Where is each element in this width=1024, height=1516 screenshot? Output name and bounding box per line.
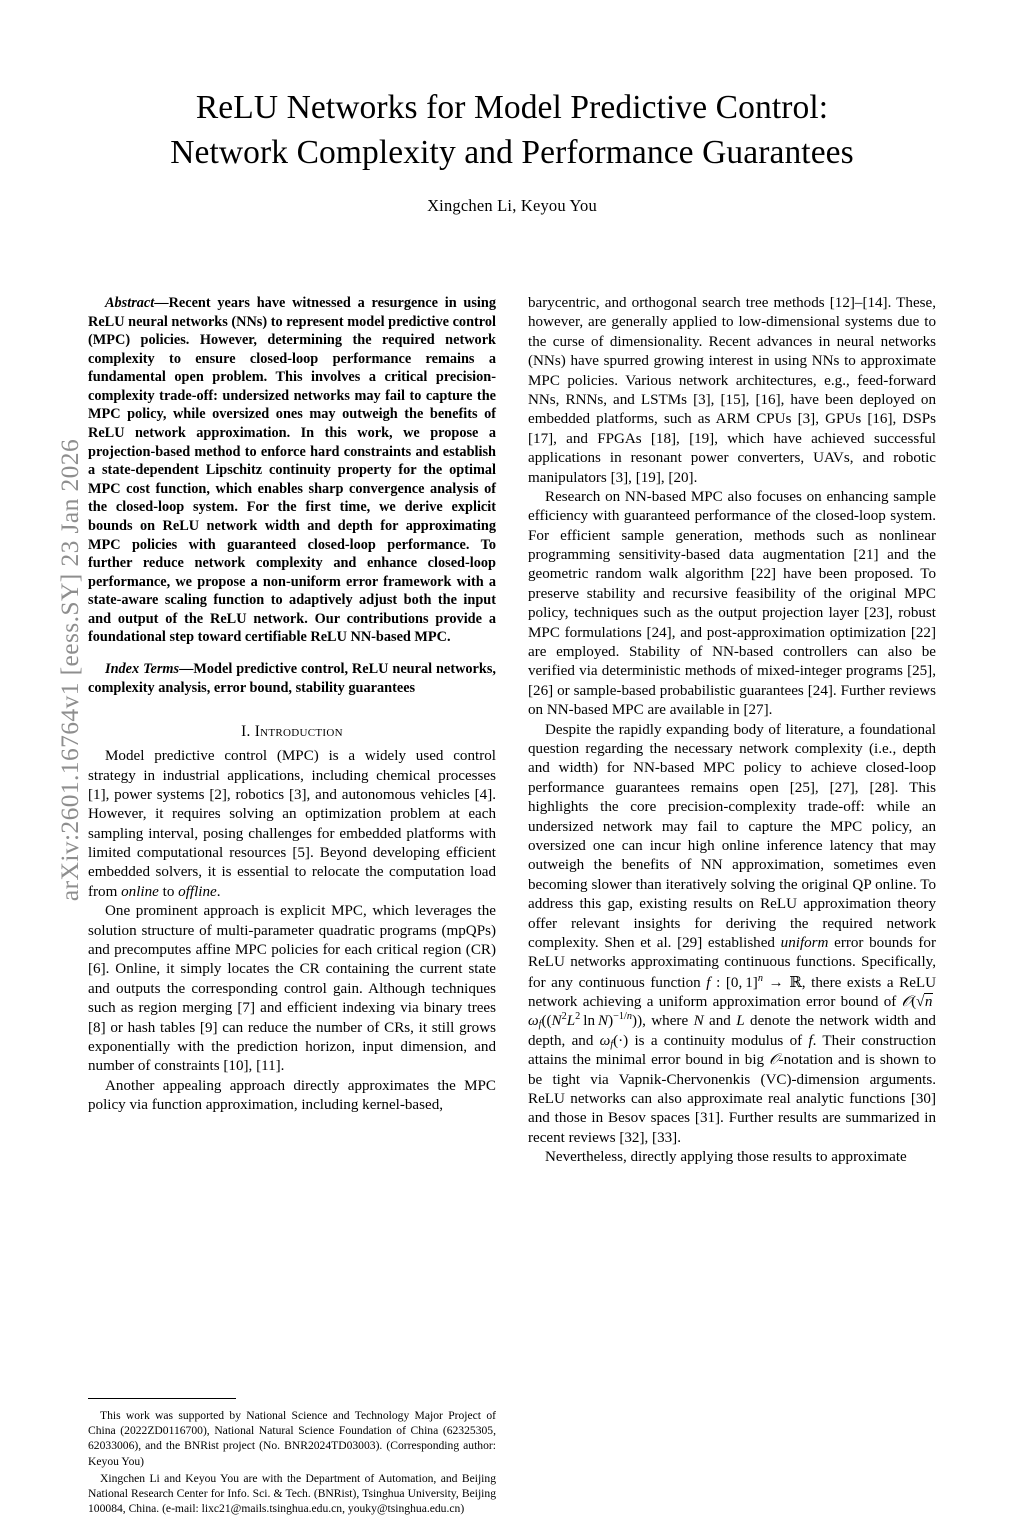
abstract-paragraph [88, 294, 496, 647]
intro-paragraph-3: Another appealing approach directly approximates the MPC policy via function approximation, including kernel-based, [88, 1077, 496, 1114]
right-p3-part-c: , there exists a ReLU network achieving a uniform approximation error bound of [528, 974, 937, 1011]
arxiv-stamp [0, 0, 84, 1325]
right-p3-part-i: -notation and is shown to be tight via Vapnik-Chervonenkis (VC)-dimension arguments. ReLU networks can also approximate real analytic functions [30] and those in Besov spaces [31]. Further results are summarized in recent reviews [32], [33]. [528, 1052, 936, 1146]
right-paragraph-4: Nevertheless, directly applying those results to approximate [545, 1149, 907, 1166]
math-symbol-f: f [808, 1032, 813, 1049]
intro-p1-offline: offline [178, 883, 217, 900]
author-list: Xingchen Li, Keyou You [427, 196, 597, 216]
right-p3-part-e: and [703, 1013, 737, 1030]
title-line-1: ReLU Networks for Model Predictive Control: [195, 89, 829, 126]
title-block [88, 0, 936, 216]
intro-p1-part-b: to [158, 883, 179, 900]
math-modulus-expr: $\omega_f(\cdot)$ [599, 1032, 629, 1051]
index-terms-dash: — [179, 660, 194, 677]
section-heading-introduction: I. Introduction [241, 723, 343, 741]
two-column-body [88, 294, 937, 1516]
footnote-funding: This work was supported by National Science and Technology Major Project of China (2022ZD0116700), National Natural Science Foundation of China (62325305, 62033006), and the BNRist project (No. BNR2024TD03003). (Corresponding author: Keyou You) [88, 1409, 496, 1468]
right-paragraph-1: barycentric, and orthogonal search tree methods [12]–[14]. These, however, are generally applied to low-dimensional systems due to the curse of dimensionality. Recent advances in neural networks (NNs) have spurred growing interest in using NNs to approximate MPC policies. Various network architectures, e.g., feed-forward NNs, RNNs, and LSTMs [3], [15], [16], have been deployed on embedded platforms, such as ARM CPUs [3], GPUs [16], DSPs [17], and FPGAs [18], [19], which have achieved successful applications in resonant power converters, UAVs, and robotic manipulators [3], [19], [20]. [528, 295, 936, 486]
right-p3-part-g: is a continuity modulus of [628, 1032, 809, 1049]
right-p3-part-f: denote the network width and depth, and [528, 1013, 936, 1049]
math-symbol-bigO: 𝒪 [769, 1052, 779, 1069]
left-column [88, 294, 496, 1516]
right-column [528, 294, 936, 1168]
right-p3-part-a: Despite the rapidly expanding body of literature, a foundational question regarding the necessary network complexity (i.e., depth and width) for NN-based MPC policy to achieve closed-loop performance guarantees remains open [25], [27], [28]. This highlights the core precision-complexity trade-off: while an undersized network may fail to capture the MPC policy, an oversized one can incur high online inference latency that may outweigh the benefits of NN approximation, sometimes even becoming slower than iteratively solving the original QP online. To address this gap, existing results on ReLU approximation theory offer relevant insights for deriving the required network complexity. Shen et al. [29] established [528, 721, 936, 951]
right-p3-part-b: error bounds for ReLU networks approximating continuous functions. Specifically, for any continuous function [528, 934, 936, 991]
math-symbol-N: N [693, 1013, 704, 1030]
abstract-dash: — [154, 295, 169, 311]
intro-paragraph-2: One prominent approach is explicit MPC, which leverages the solution structure of multi-parameter quadratic programs (mpQPs) and precomputes affine MPC policies for each critical region (CR) [6]. Online, it simply locates the CR containing the current state and outputs the corresponding control gain. Although techniques such as region merging [7] and efficient indexing via binary trees [8] or hash tables [9] can reduce the number of CRs, it still grows exponentially with the prediction horizon, input dimension, and number of constraints [10], [11]. [88, 903, 496, 1075]
intro-p1-part-a: Model predictive control (MPC) is a widely used control strategy in industrial applications, including chemical processes [1], power systems [2], robotics [3], and autonomous vehicles [4]. However, it requires solving an optimization problem at each sampling interval, posing challenges for embedded platforms with limited computational resources [5]. Beyond developing efficient embedded solvers, it is essential to relocate the computation load from [88, 748, 496, 900]
math-error-bound-expr: 𝒪(√n $\omega_f((N^2L^2$ ln N)$^{-1/n}$)) [528, 994, 933, 1031]
right-paragraph-3 [528, 721, 936, 1149]
math-symbol-L: L [736, 1013, 745, 1030]
abstract-text: Recent years have witnessed a resurgence in using ReLU neural networks (NNs) to represent model predictive control (MPC) policies. However, determining the required network complexity to ensure closed-loop performance remains a fundamental open problem. This involves a critical precision-complexity trade-off: undersized networks may fail to capture the MPC policy, while oversized ones may outweigh the benefits of ReLU network approximation. In this work, we propose a projection-based method to enforce hard constraints and establish a state-dependent Lipschitz continuity property for the optimal MPC cost function, which enables sharp convergence analysis of the closed-loop system. For the first time, we derive explicit bounds on ReLU network width and depth for approximating MPC policies with guaranteed closed-loop performance. To further reduce network complexity and enhance closed-loop performance, we propose a non-uniform error framework with a state-aware scaling function to adaptively adjust both the input and output of the ReLU network. Our contributions provide a foundational step toward certifiable ReLU NN-based MPC. [88, 295, 496, 646]
right-p3-part-h: . Their construction attains the minimal error bound in big [528, 1032, 937, 1069]
intro-paragraph-1 [88, 747, 496, 902]
index-terms-paragraph [88, 660, 496, 697]
footnote-separator-rule [88, 1398, 236, 1399]
right-p3-uniform: uniform [780, 934, 829, 951]
intro-p1-part-c: . [216, 883, 221, 900]
arxiv-stamp-text: arXiv:2601.16764v1 [eess.SY] 23 Jan 2026 [55, 438, 84, 902]
title-line-2: Network Complexity and Performance Guarantees [170, 133, 854, 171]
footnote-affiliation: Xingchen Li and Keyou You are with the Department of Automation, and Beijing National Research Center for Info. Sci. & Tech. (BNRist), Tsinghua University, Beijing 100084, China. (e-mail: lixc21@mails.tsinghua.edu.cn, youky@tsinghua.edu.cn) [88, 1471, 496, 1516]
math-domain-expr: f : [0, 1]$^n$ → ℝ [706, 972, 802, 991]
footnote-area [88, 1398, 496, 1516]
right-p3-part-d: , where [642, 1013, 694, 1030]
abstract-label: Abstract [105, 295, 155, 311]
page-title [88, 86, 936, 175]
index-terms-text: Model predictive control, ReLU neural networks, complexity analysis, error bound, stability guarantees [88, 660, 496, 696]
paper-page [88, 0, 937, 1516]
index-terms-label: Index Terms [105, 660, 180, 677]
right-paragraph-2: Research on NN-based MPC also focuses on enhancing sample efficiency with guaranteed performance of the closed-loop system. For efficient sample generation, methods such as nonlinear programming sensitivity-based data augmentation [21] and the geometric random walk algorithm [22] have been proposed. To preserve stability and recursive feasibility of the original MPC policy, techniques such as the output projection layer [23], robust MPC formulations [24], and post-approximation optimization [22] are employed. Stability of NN-based controllers can also be verified via deterministic methods of mixed-integer programs [25], [26] or sample-based probabilistic guarantees [24]. Further reviews on NN-based MPC are available in [27]. [528, 488, 936, 719]
intro-p1-online: online [121, 883, 159, 900]
